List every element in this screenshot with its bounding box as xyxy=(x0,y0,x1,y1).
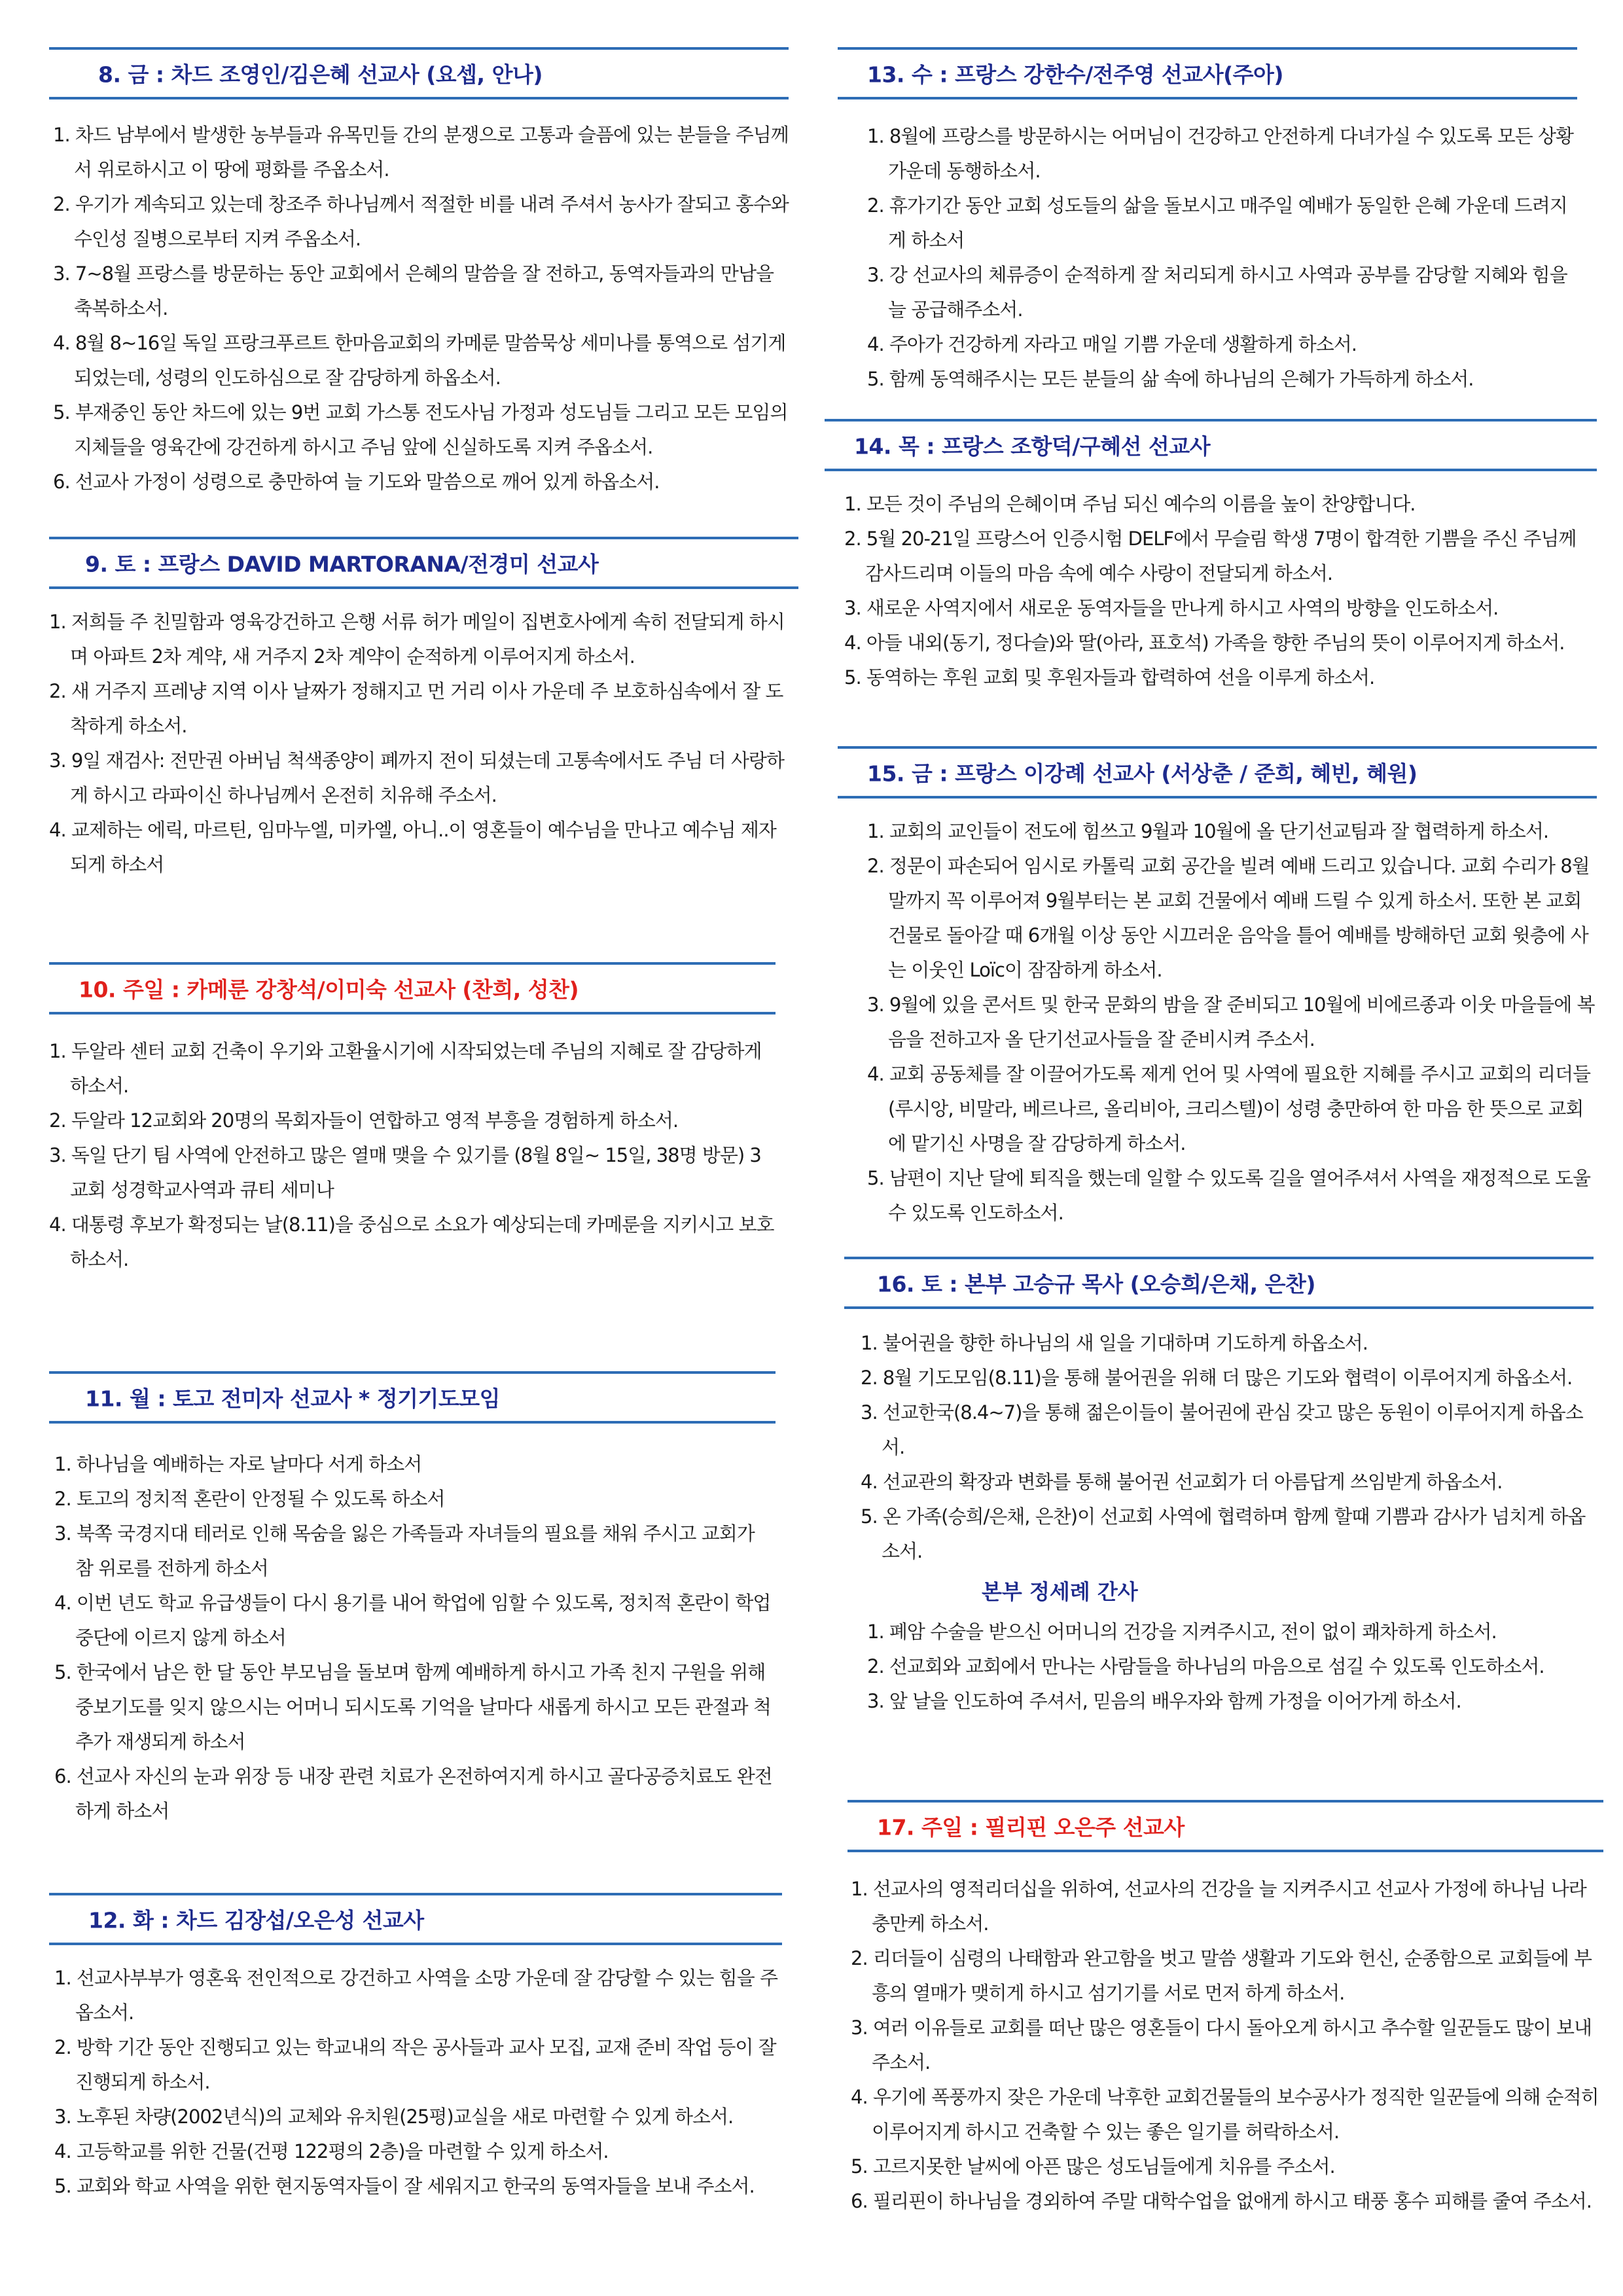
list-item: 3. 새로운 사역지에서 새로운 동역자들을 만나게 하시고 사역의 방향을 인도하소서. xyxy=(844,597,1499,619)
list-item: 6. 선교사 자신의 눈과 위장 등 내장 관련 치료가 온전하여지게 하시고 골다공증치료도 완전하게 하소서 xyxy=(54,1765,772,1822)
list-item: 4. 8월 8~16일 독일 프랑크푸르트 한마음교회의 카메룬 말씀묵상 세미나를 통역으로 섬기게 되었는데, 성령의 인도하심으로 잘 감당하게 하옵소서. xyxy=(53,332,786,389)
list-item: 5. 교회와 학교 사역을 위한 현지동역자들이 잘 세워지고 한국의 동역자들을 보내 주소서. xyxy=(54,2175,755,2197)
list-item: 4. 대통령 후보가 확정되는 날(8.11)을 중심으로 소요가 예상되는데 카메룬을 지키시고 보호하소서. xyxy=(49,1213,774,1270)
list-item: 5. 동역하는 후원 교회 및 후원자들과 합력하여 선을 이루게 하소서. xyxy=(844,666,1375,689)
list-item: 3. 노후된 차량(2002년식)의 교체와 유치원(25평)교실을 새로 마련할 수 있게 하소서. xyxy=(54,2106,734,2128)
list-item: 2. 8월 기도모임(8.11)을 통해 불어권을 위해 더 많은 기도와 협력이 이루어지게 하옵소서. xyxy=(861,1367,1573,1389)
list-item: 1. 하나님을 예배하는 자로 날마다 서게 하소서 xyxy=(54,1453,422,1475)
list-item: 2. 우기가 계속되고 있는데 창조주 하나님께서 적절한 비를 내려 주셔서 농사가 잘되고 홍수와 수인성 질병으로부터 지켜 주옵소서. xyxy=(53,193,789,250)
list-item: 2. 선교회와 교회에서 만나는 사람들을 하나님의 마음으로 섬길 수 있도록 인도하소서. xyxy=(867,1655,1544,1677)
list-item: 3. 여러 이유들로 교회를 떠난 많은 영혼들이 다시 돌아오게 하시고 추수할 일꾼들도 많이 보내 주소서. xyxy=(851,2017,1592,2073)
section-13 xyxy=(838,47,1577,397)
list-item: 1. 교회의 교인들이 전도에 힘쓰고 9월과 10월에 올 단기선교팀과 잘 협력하게 하소서. xyxy=(867,820,1549,842)
section-14-list xyxy=(844,487,1597,695)
list-item: 5. 남편이 지난 달에 퇴직을 했는데 일할 수 있도록 길을 열어주셔서 사역을 재정적으로 도울 수 있도록 인도하소서. xyxy=(867,1167,1591,1224)
section-12 xyxy=(49,1893,782,2204)
section-14-title: 14. 목 : 프랑스 조항덕/구혜선 선교사 xyxy=(854,433,1211,459)
list-item: 4. 주아가 건강하게 자라고 매일 기쁨 가운데 생활하게 하소서. xyxy=(867,333,1357,355)
list-item: 5. 함께 동역해주시는 모든 분들의 삶 속에 하나님의 은혜가 가득하게 하소서. xyxy=(867,368,1474,390)
section-15 xyxy=(838,746,1597,1230)
staff-subsection-list xyxy=(867,1615,1594,1719)
section-12-title: 12. 화 : 차드 김장섭/오은성 선교사 xyxy=(88,1907,424,1933)
list-item: 4. 교제하는 에릭, 마르틴, 임마누엘, 미카엘, 아니..이 영혼들이 예수님을 만나고 예수님 제자 되게 하소서 xyxy=(49,819,776,876)
section-13-title: 13. 수 : 프랑스 강한수/전주영 선교사(주아) xyxy=(867,62,1283,88)
list-item: 4. 아들 내외(동기, 정다슬)와 딸(아라, 표호석) 가족을 향한 주님의 뜻이 이루어지게 하소서. xyxy=(844,632,1565,654)
list-item: 4. 고등학교를 위한 건물(건평 122평의 2층)을 마련할 수 있게 하소서. xyxy=(54,2140,609,2162)
section-9-header xyxy=(49,537,798,589)
list-item: 3. 북쪽 국경지대 테러로 인해 목숨을 잃은 가족들과 자녀들의 필요를 채워 주시고 교회가 참 위로를 전하게 하소서 xyxy=(54,1522,755,1579)
section-11-title: 11. 월 : 토고 전미자 선교사 * 정기기도모임 xyxy=(85,1386,501,1412)
list-item: 1. 저희들 주 친밀함과 영육강건하고 은행 서류 허가 메일이 집변호사에게 속히 전달되게 하시며 아파트 2차 계약, 새 거주지 2차 계약이 순적하게 이루어지게 하소서. xyxy=(49,611,785,668)
section-13-header xyxy=(838,47,1577,99)
list-item: 2. 리더들이 심령의 나태함과 완고함을 벗고 말씀 생활과 기도와 헌신, 순종함으로 교회들에 부흥의 열매가 맺히게 하시고 섬기기를 서로 먼저 하게 하소서. xyxy=(851,1947,1592,2004)
list-item: 1. 선교사의 영적리더십을 위하여, 선교사의 건강을 늘 지켜주시고 선교사 가정에 하나님 나라 충만케 하소서. xyxy=(851,1878,1586,1935)
section-16-list xyxy=(861,1326,1594,1569)
list-item: 4. 선교관의 확장과 변화를 통해 불어권 선교회가 더 아름답게 쓰임받게 하옵소서. xyxy=(861,1471,1503,1493)
section-17 xyxy=(847,1800,1603,2219)
section-8-title: 8. 금 : 차드 조영인/김은혜 선교사 (요셉, 안나) xyxy=(98,62,543,88)
list-item: 1. 두알라 센터 교회 건축이 우기와 고환율시기에 시작되었는데 주님의 지혜로 잘 감당하게 하소서. xyxy=(49,1040,762,1097)
section-17-header xyxy=(847,1800,1603,1852)
list-item: 4. 우기에 폭풍까지 잦은 가운데 낙후한 교회건물들의 보수공사가 정직한 일꾼들에 의해 순적히 이루어지게 하시고 건축할 수 있는 좋은 일기를 허락하소서. xyxy=(851,2086,1599,2143)
section-9-title: 9. 토 : 프랑스 DAVID MARTORANA/전경미 선교사 xyxy=(85,551,599,577)
list-item: 1. 불어권을 향한 하나님의 새 일을 기대하며 기도하게 하옵소서. xyxy=(861,1332,1368,1354)
list-item: 2. 정문이 파손되어 임시로 카톨릭 교회 공간을 빌려 예배 드리고 있습니다. 교회 수리가 8월 말까지 꼭 이루어져 9월부터는 본 교회 건물에서 예배 드릴 수 있게 하소서. 또한 본 교회 건물로 돌아갈 때 6개월 이상 동안 시끄러운 음악을 틀어 예배를 방해하던 교회 윗층에 사는 이웃인 Loïc이 잠잠하게 하소서. xyxy=(867,855,1590,981)
list-item: 6. 필리핀이 하나님을 경외하여 주말 대학수업을 없애게 하시고 태풍 홍수 피해를 줄여 주소서. xyxy=(851,2190,1592,2212)
list-item: 3. 선교한국(8.4~7)을 통해 젊은이들이 불어권에 관심 갖고 많은 동원이 이루어지게 하옵소서. xyxy=(861,1401,1583,1458)
section-14-header xyxy=(825,419,1597,471)
list-item: 1. 선교사부부가 영혼육 전인적으로 강건하고 사역을 소망 가운데 잘 감당할 수 있는 힘을 주옵소서. xyxy=(54,1967,778,2024)
list-item: 3. 독일 단기 팀 사역에 안전하고 많은 열매 맺을 수 있기를 (8월 8일~ 15일, 38명 방문) 3교회 성경학교사역과 큐티 세미나 xyxy=(49,1144,761,1201)
staff-subsection-header xyxy=(844,1569,1594,1608)
list-item: 5. 고르지못한 날씨에 아픈 많은 성도님들에게 치유를 주소서. xyxy=(851,2155,1335,2178)
section-10-header xyxy=(49,962,776,1014)
list-item: 6. 선교사 가정이 성령으로 충만하여 늘 기도와 말씀으로 깨어 있게 하옵소서. xyxy=(53,471,660,493)
list-item: 1. 8월에 프랑스를 방문하시는 어머님이 건강하고 안전하게 다녀가실 수 있도록 모든 상황 가운데 동행하소서. xyxy=(867,125,1574,182)
list-item: 1. 폐암 수술을 받으신 어머니의 건강을 지켜주시고, 전이 없이 쾌차하게 하소서. xyxy=(867,1621,1497,1643)
section-17-list xyxy=(851,1872,1603,2219)
section-15-title: 15. 금 : 프랑스 이강례 선교사 (서상춘 / 준희, 혜빈, 혜원) xyxy=(867,761,1418,787)
section-9 xyxy=(49,537,798,882)
list-item: 1. 모든 것이 주님의 은혜이며 주님 되신 예수의 이름을 높이 찬양합니다. xyxy=(844,493,1416,515)
list-item: 3. 7~8월 프랑스를 방문하는 동안 교회에서 은혜의 말씀을 잘 전하고, 동역자들과의 만남을 축복하소서. xyxy=(53,262,774,319)
list-item: 2. 새 거주지 프레냥 지역 이사 날짜가 정해지고 먼 거리 이사 가운데 주 보호하심속에서 잘 도착하게 하소서. xyxy=(49,680,783,737)
section-11-header xyxy=(49,1371,776,1424)
section-14 xyxy=(825,419,1597,695)
section-8 xyxy=(49,47,789,499)
section-9-list xyxy=(49,605,798,882)
list-item: 2. 방학 기간 동안 진행되고 있는 학교내의 작은 공사들과 교사 모집, 교재 준비 작업 등이 잘 진행되게 하소서. xyxy=(54,2036,776,2093)
section-12-header xyxy=(49,1893,782,1945)
list-item: 2. 5월 20-21일 프랑스어 인증시험 DELF에서 무슬림 학생 7명이 합격한 기쁨을 주신 주님께 감사드리며 이들의 마음 속에 예수 사랑이 전달되게 하소서. xyxy=(844,528,1577,584)
list-item: 3. 강 선교사의 체류증이 순적하게 잘 처리되게 하시고 사역과 공부를 감당할 지혜와 힘을 늘 공급해주소서. xyxy=(867,264,1567,321)
list-item: 2. 토고의 정치적 혼란이 안정될 수 있도록 하소서 xyxy=(54,1488,445,1510)
section-16-header xyxy=(844,1257,1594,1309)
section-15-header xyxy=(838,746,1597,798)
section-10-list xyxy=(49,1034,776,1277)
list-item: 4. 교회 공동체를 잘 이끌어가도록 제게 언어 및 사역에 필요한 지혜를 주시고 교회의 리더들(루시앙, 비말라, 베르나르, 올리비아, 크리스텔)이 성령 충만하여 한 마음 한 뜻으로 교회에 맡기신 사명을 잘 감당하게 하소서. xyxy=(867,1063,1591,1155)
section-11 xyxy=(49,1371,776,1829)
section-10 xyxy=(49,962,776,1277)
staff-subsection-title: 본부 정세례 간사 xyxy=(982,1579,1138,1604)
list-item: 2. 두알라 12교회와 20명의 목회자들이 연합하고 영적 부흥을 경험하게 하소서. xyxy=(49,1109,679,1132)
section-10-title: 10. 주일 : 카메룬 강창석/이미숙 선교사 (찬희, 성찬) xyxy=(79,977,579,1003)
list-item: 5. 온 가족(승희/은채, 은찬)이 선교회 사역에 협력하며 함께 할때 기쁨과 감사가 넘치게 하옵소서. xyxy=(861,1505,1586,1562)
list-item: 3. 9일 재검사: 전만권 아버님 척색종양이 폐까지 전이 되셨는데 고통속에서도 주님 더 사랑하게 하시고 라파이신 하나님께서 온전히 치유해 주소서. xyxy=(49,749,785,806)
section-8-header xyxy=(49,47,789,99)
list-item: 3. 9월에 있을 콘서트 및 한국 문화의 밤을 잘 준비되고 10월에 비에르종과 이웃 마을들에 복음을 전하고자 올 단기선교사들을 잘 준비시켜 주소서. xyxy=(867,994,1595,1050)
section-16-title: 16. 토 : 본부 고승규 목사 (오승희/은채, 은찬) xyxy=(877,1271,1315,1297)
section-11-list xyxy=(54,1447,776,1829)
section-8-list xyxy=(53,118,789,499)
list-item: 4. 이번 년도 학교 유급생들이 다시 용기를 내어 학업에 임할 수 있도록, 정치적 혼란이 학업 중단에 이르지 않게 하소서 xyxy=(54,1592,771,1649)
section-17-title: 17. 주일 : 필리핀 오은주 선교사 xyxy=(877,1814,1185,1840)
list-item: 3. 앞 날을 인도하여 주셔서, 믿음의 배우자와 함께 가정을 이어가게 하소서. xyxy=(867,1690,1461,1712)
section-15-list xyxy=(867,814,1597,1230)
section-16 xyxy=(844,1257,1594,1719)
section-13-list xyxy=(867,119,1577,397)
list-item: 1. 차드 남부에서 발생한 농부들과 유목민들 간의 분쟁으로 고통과 슬픔에 있는 분들을 주님께서 위로하시고 이 땅에 평화를 주옵소서. xyxy=(53,124,789,181)
list-item: 5. 한국에서 남은 한 달 동안 부모님을 돌보며 함께 예배하게 하시고 가족 친지 구원을 위해 중보기도를 잊지 않으시는 어머니 되시도록 기억을 날마다 새롭게 하시고 모든 관절과 척추가 재생되게 하소서 xyxy=(54,1661,771,1753)
list-item: 2. 휴가기간 동안 교회 성도들의 삶을 돌보시고 매주일 예배가 동일한 은혜 가운데 드려지게 하소서 xyxy=(867,194,1567,251)
section-12-list xyxy=(54,1961,782,2204)
list-item: 5. 부재중인 동안 차드에 있는 9번 교회 가스통 전도사님 가정과 성도님들 그리고 모든 모임의 지체들을 영육간에 강건하게 하시고 주님 앞에 신실하도록 지켜 주옵소서. xyxy=(53,401,788,458)
